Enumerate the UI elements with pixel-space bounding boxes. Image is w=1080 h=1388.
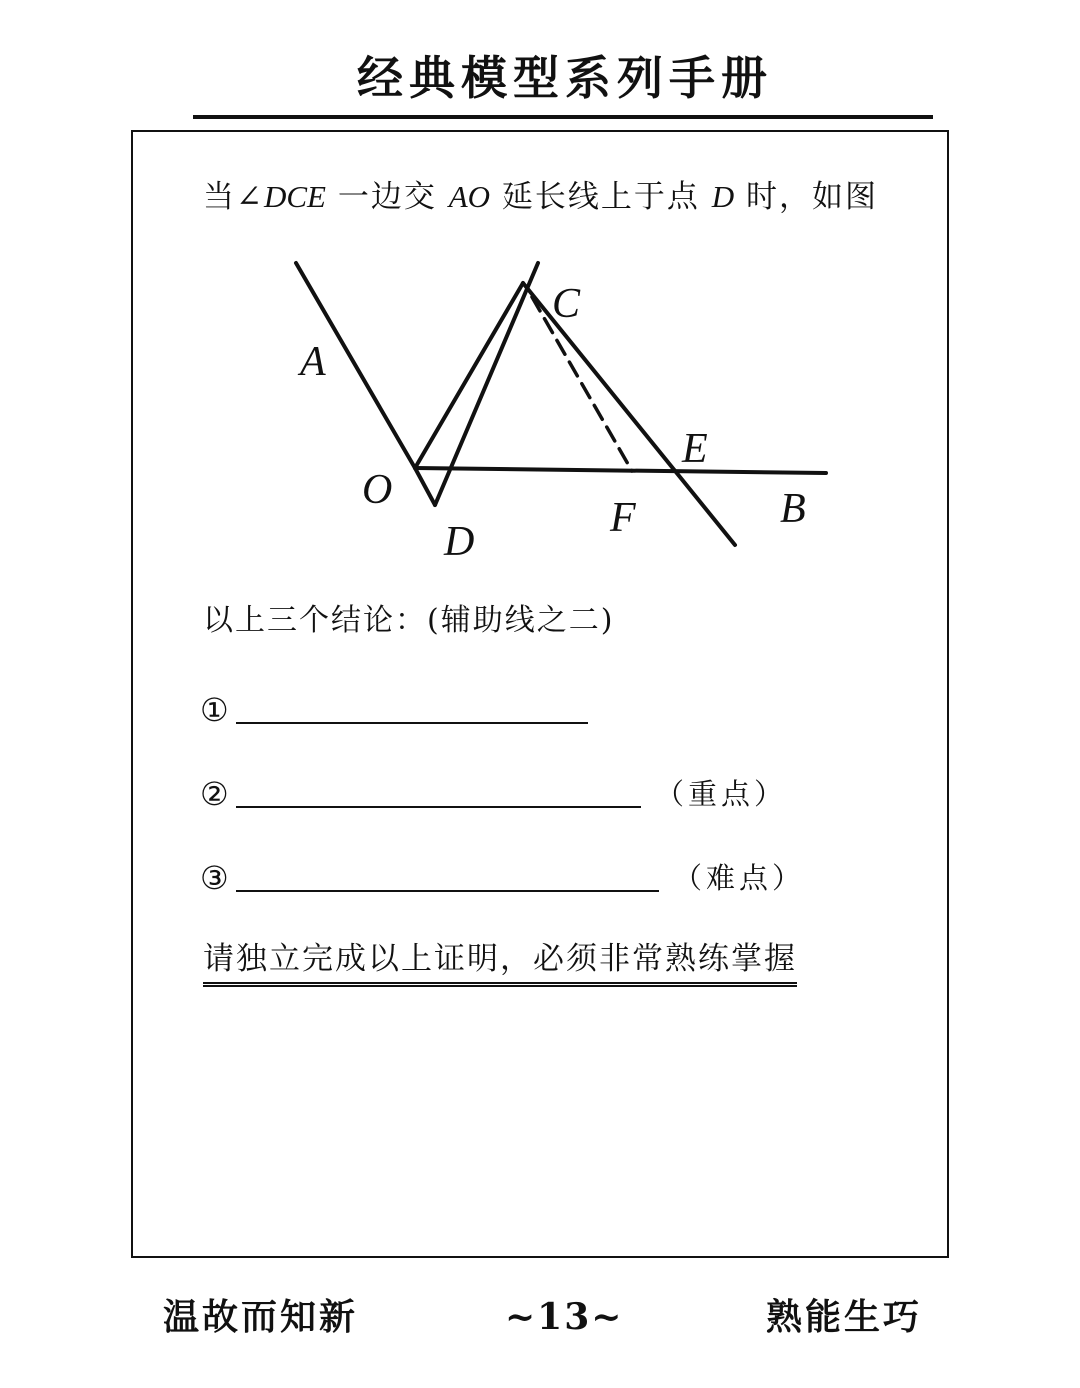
page-number: ~13~ [505, 1296, 624, 1338]
intro-text-middle-2: 延长线上于点 [490, 179, 712, 215]
intro-text [203, 176, 878, 218]
segment-cf-dashed [532, 297, 632, 471]
page-title: 经典模型系列手册 [357, 51, 773, 105]
answer-blank-line[interactable] [236, 776, 641, 808]
intro-text-middle-1: 一边交 [325, 179, 449, 215]
blank-row-2 [200, 770, 787, 814]
label-c: C [552, 281, 581, 327]
blank-row-3 [200, 854, 805, 898]
answer-blank-line[interactable] [236, 860, 659, 892]
label-a: A [300, 339, 326, 385]
header-rule [193, 115, 933, 119]
label-o: O [362, 467, 393, 513]
segment-oc [415, 283, 523, 468]
label-f: F [610, 495, 636, 541]
intro-angle-name: DCE [263, 179, 326, 214]
intro-point-name: D [711, 179, 735, 214]
label-e: E [682, 426, 708, 472]
intro-text-before-angle: 当∠ [203, 179, 264, 215]
blank-number: ② [200, 775, 229, 813]
geometry-figure [280, 255, 850, 555]
segment-od [415, 468, 435, 505]
instruction-text: 请独立完成以上证明，必须非常熟练掌握 [203, 938, 797, 987]
answer-blank-line[interactable] [236, 692, 588, 724]
footer-right-motto: 熟能生巧 [766, 1296, 923, 1338]
label-d: D [444, 519, 475, 555]
intro-text-after: 时，如图 [734, 179, 878, 215]
ray-ob [415, 468, 826, 473]
conclusions-heading: 以上三个结论：(辅助线之二) [203, 603, 615, 638]
label-b: B [780, 486, 806, 532]
blank-number: ③ [200, 859, 229, 897]
blank-number: ① [200, 691, 229, 729]
footer-left-motto: 温故而知新 [163, 1296, 359, 1338]
blank-note: （难点） [673, 861, 806, 895]
blank-row-1 [200, 686, 602, 730]
blank-note: （重点） [655, 777, 788, 811]
intro-line-name: AO [448, 179, 491, 214]
